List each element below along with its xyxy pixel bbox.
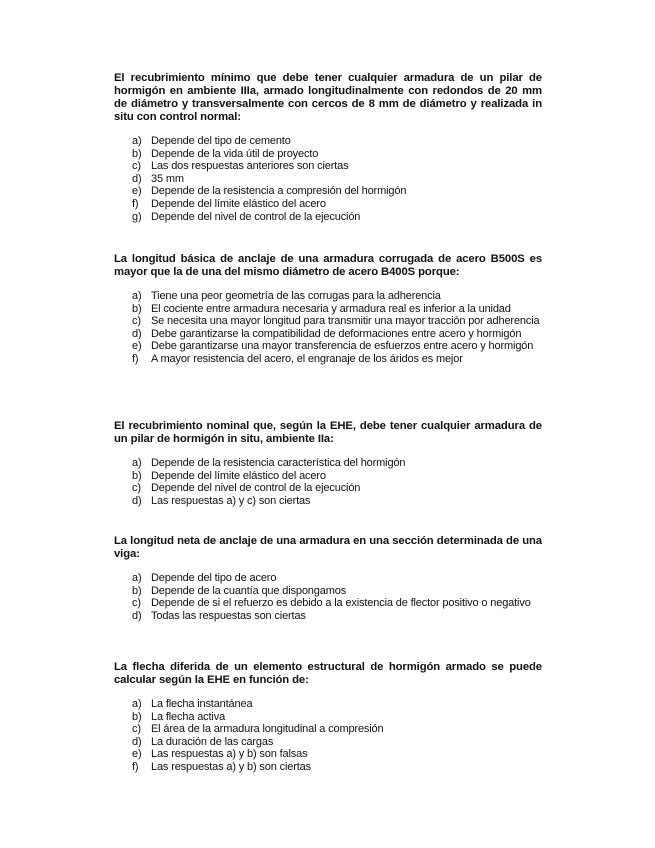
option-item bbox=[114, 495, 542, 508]
option-text: La duración de las cargas bbox=[151, 735, 274, 748]
option-letter: a) bbox=[132, 457, 142, 469]
option-item bbox=[114, 160, 542, 173]
option-letter: a) bbox=[132, 290, 142, 302]
option-letter: b) bbox=[132, 584, 142, 597]
option-text: Depende del tipo de cemento bbox=[151, 135, 291, 147]
option-item bbox=[114, 198, 542, 211]
option-text: El cociente entre armadura necesaria y armadura real es inferior a la unidad bbox=[151, 302, 511, 315]
option-item bbox=[114, 185, 542, 198]
option-text: Depende de la cuantía que dispongamos bbox=[151, 584, 347, 597]
option-letter: d) bbox=[132, 172, 142, 185]
option-letter: c) bbox=[132, 723, 141, 736]
question-text: El recubrimiento mínimo que debe tener cualquier armadura de un pilar de hormigón en ambiente IIIa, armado longitudinalmente con redondos de 20 mm de diámetro y transversalmente con cercos de 8 mm de diámetro y realizada in situ con control normal: bbox=[114, 72, 542, 123]
option-item bbox=[114, 470, 542, 483]
option-text: Depende del límite elástico del acero bbox=[151, 469, 326, 482]
option-letter: g) bbox=[132, 210, 142, 223]
option-text: Depende de la resistencia a compresión del hormigón bbox=[151, 185, 407, 198]
option-item bbox=[114, 597, 542, 610]
option-letter: c) bbox=[132, 160, 141, 173]
option-list bbox=[114, 290, 542, 366]
option-text: 35 mm bbox=[151, 172, 184, 185]
option-text: Las respuestas a) y b) son falsas bbox=[151, 748, 308, 761]
option-item bbox=[114, 290, 542, 303]
option-item bbox=[114, 736, 542, 749]
option-letter: e) bbox=[132, 748, 142, 761]
option-letter: c) bbox=[132, 482, 141, 495]
question-text: La flecha diferida de un elemento estructural de hormigón armado se puede calcular según la EHE en función de: bbox=[114, 661, 542, 686]
option-letter: a) bbox=[132, 698, 142, 710]
option-letter: b) bbox=[132, 469, 142, 482]
option-letter: d) bbox=[132, 494, 142, 507]
option-text: La flecha instantánea bbox=[151, 698, 253, 710]
option-letter: d) bbox=[132, 735, 142, 748]
option-text: Depende del límite elástico del acero bbox=[151, 197, 326, 210]
option-text: Tiene una peor geometría de las corrugas para la adherencia bbox=[151, 290, 441, 302]
option-letter: b) bbox=[132, 710, 142, 723]
option-item bbox=[114, 328, 542, 341]
option-item bbox=[114, 698, 542, 711]
option-letter: d) bbox=[132, 609, 142, 622]
option-letter: c) bbox=[132, 597, 141, 610]
option-item bbox=[114, 303, 542, 316]
option-list bbox=[114, 698, 542, 774]
option-text: Las respuestas a) y b) son ciertas bbox=[151, 760, 311, 773]
option-item bbox=[114, 148, 542, 161]
option-list bbox=[114, 457, 542, 507]
option-text: Las dos respuestas anteriores son ciertas bbox=[151, 160, 349, 173]
question-text: La longitud básica de anclaje de una armadura corrugada de acero B500S es mayor que la de una del mismo diámetro de acero B400S porque: bbox=[114, 253, 542, 278]
option-item bbox=[114, 585, 542, 598]
option-text: Debe garantizarse una mayor transferencia de esfuerzos entre acero y hormigón bbox=[151, 340, 534, 353]
option-item bbox=[114, 211, 542, 224]
option-text: Se necesita una mayor longitud para transmitir una mayor tracción por adherencia bbox=[151, 315, 540, 328]
option-letter: b) bbox=[132, 302, 142, 315]
question-block bbox=[114, 72, 542, 223]
option-letter: d) bbox=[132, 327, 142, 340]
option-text: Depende del nivel de control de la ejecución bbox=[151, 482, 361, 495]
option-item bbox=[114, 748, 542, 761]
option-item bbox=[114, 723, 542, 736]
option-letter: c) bbox=[132, 315, 141, 328]
question-block bbox=[114, 253, 542, 366]
option-text: Depende del nivel de control de la ejecución bbox=[151, 210, 361, 223]
option-letter: a) bbox=[132, 572, 142, 584]
option-item bbox=[114, 173, 542, 186]
option-letter: a) bbox=[132, 135, 142, 147]
option-letter: f) bbox=[132, 197, 139, 210]
option-text: Depende de la vida útil de proyecto bbox=[151, 147, 319, 160]
option-item bbox=[114, 610, 542, 623]
option-item bbox=[114, 711, 542, 724]
question-block bbox=[114, 661, 542, 774]
option-text: Depende de la resistencia característica del hormigón bbox=[151, 457, 406, 469]
option-letter: e) bbox=[132, 185, 142, 198]
option-item bbox=[114, 135, 542, 148]
option-item bbox=[114, 315, 542, 328]
option-text: Las respuestas a) y c) son ciertas bbox=[151, 494, 311, 507]
option-item bbox=[114, 572, 542, 585]
option-list bbox=[114, 135, 542, 223]
option-text: Depende del tipo de acero bbox=[151, 572, 277, 584]
option-text: Depende de si el refuerzo es debido a la existencia de flector positivo o negativo bbox=[151, 597, 531, 610]
option-item bbox=[114, 482, 542, 495]
option-item bbox=[114, 761, 542, 774]
option-text: Debe garantizarse la compatibilidad de deformaciones entre acero y hormigón bbox=[151, 327, 522, 340]
option-letter: f) bbox=[132, 352, 139, 365]
option-text: La flecha activa bbox=[151, 710, 226, 723]
question-block bbox=[114, 535, 542, 622]
question-text: El recubrimiento nominal que, según la EHE, debe tener cualquier armadura de un pilar de hormigón in situ, ambiente IIa: bbox=[114, 420, 542, 445]
option-text: Todas las respuestas son ciertas bbox=[151, 609, 306, 622]
option-letter: f) bbox=[132, 760, 139, 773]
option-letter: b) bbox=[132, 147, 142, 160]
option-text: A mayor resistencia del acero, el engranaje de los áridos es mejor bbox=[151, 352, 463, 365]
question-text: La longitud neta de anclaje de una armadura en una sección determinada de una viga: bbox=[114, 535, 542, 560]
option-item bbox=[114, 457, 542, 470]
option-item bbox=[114, 340, 542, 353]
option-item bbox=[114, 353, 542, 366]
option-text: El área de la armadura longitudinal a compresión bbox=[151, 723, 384, 736]
option-letter: e) bbox=[132, 340, 142, 353]
option-list bbox=[114, 572, 542, 622]
question-block bbox=[114, 420, 542, 507]
